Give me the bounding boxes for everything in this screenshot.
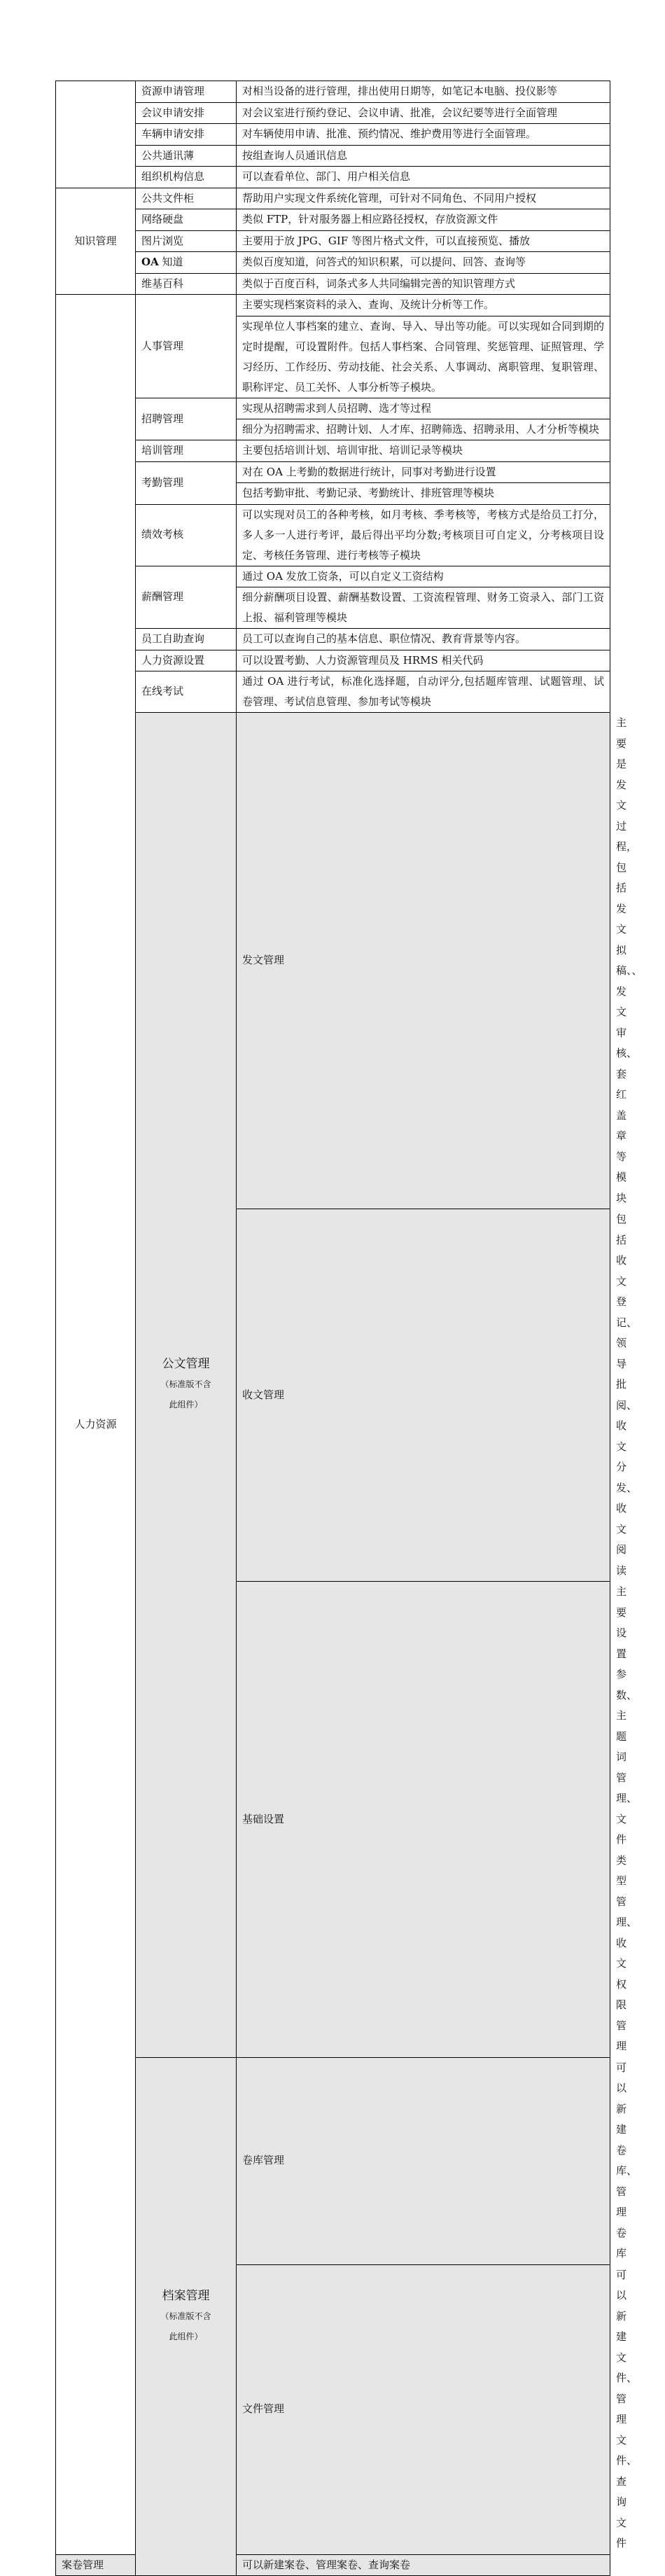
module-desc: 类似 FTP，针对服务器上相应路径授权，存放资源文件 [237, 209, 610, 231]
module-desc: 通过 OA 发放工资条，可以自定义工资结构 [237, 566, 610, 587]
module-name: 收文管理 [237, 1209, 610, 1582]
module-name: 文件管理 [237, 2264, 610, 2554]
table-row: 公文管理 （标准版不含 此组件） 发文管理 主要是发文过程，包括发文拟稿、、发文审核、套红盖章等模块 [56, 713, 610, 1209]
table-row: 收文管理 包括收文登记、领导批阅、收文分发、收文阅读 [56, 1209, 610, 1582]
module-desc: 员工可以查询自己的基本信息、职位情况、教育背景等内容。 [237, 629, 610, 650]
module-desc: 类似于百度百科，词条式多人共同编辑完善的知识管理方式 [237, 273, 610, 295]
module-name: 组织机构信息 [136, 167, 237, 188]
module-desc: 实现单位人事档案的建立、查询、导入、导出等功能。可以实现如合同到期的定时提醒，可设置附件。包括人事档案、合同管理、奖惩管理、证照管理、学习经历、工作经历、劳动技能、社会关系、人事调动、离职管理、复职管理、职称评定、员工关怀、人事分析等子模块。 [237, 316, 610, 398]
module-desc: 对相当设备的进行管理，排出使用日期等，如笔记本电脑、投仪影等 [237, 81, 610, 103]
category-docs-note-2: 此组件） [169, 1400, 203, 1410]
module-table [55, 81, 643, 2576]
module-name: 招聘管理 [136, 398, 237, 440]
module-name: 人力资源设置 [136, 650, 237, 671]
module-desc: 对车辆使用申请、批准、预约情况、维护费用等进行全面管理。 [237, 124, 610, 146]
table-row [56, 230, 610, 252]
table-row [56, 629, 610, 650]
category-docs [136, 713, 237, 2058]
module-desc: 对会议室进行预约登记、会议申请、批准，会议纪要等进行全面管理 [237, 102, 610, 124]
module-desc: 细分为招聘需求、招聘计划、人才库、招聘筛选、招聘录用、人才分析等模块 [237, 419, 610, 440]
module-name: 网络硬盘 [136, 209, 237, 231]
module-name: 基础设置 [237, 1582, 610, 2058]
table-row [56, 145, 610, 167]
module-name-oa-zhidao [136, 252, 237, 274]
table-row [56, 650, 610, 671]
table-row: 文件管理 可以新建文件、管理文件、查询文件 [56, 2264, 610, 2554]
module-desc: 帮助用户实现文件系统化管理，可针对不同角色、不同用户授权 [237, 188, 610, 209]
module-name: 车辆申请安排 [136, 124, 237, 146]
module-name: 考勤管理 [136, 461, 237, 504]
table-row: 基础设置 主要设置参数、主题词管理、文件类型管理、收文权限管理 [56, 1582, 610, 2058]
module-name: 培训管理 [136, 440, 237, 462]
module-desc: 可以新建案卷、管理案卷、查询案卷 [237, 2554, 610, 2576]
category-archive [136, 2057, 237, 2576]
module-desc: 可以查看单位、部门、用户相关信息 [237, 167, 610, 188]
table-row [56, 440, 610, 462]
module-name: 发文管理 [237, 713, 610, 1209]
table-row [56, 461, 610, 483]
module-name: 公共通讯薄 [136, 145, 237, 167]
table-row [56, 295, 610, 316]
category-archive-title: 档案管理 [162, 2288, 210, 2303]
module-name-bold: OA [141, 256, 159, 268]
category-knowledge: 知识管理 [56, 188, 136, 295]
module-name: 案卷管理 [56, 2554, 136, 2576]
module-name: 维基百科 [136, 273, 237, 295]
table-row [56, 188, 610, 209]
table-row [56, 102, 610, 124]
module-name: 绩效考核 [136, 504, 237, 566]
module-desc: 主要包括培训计划、培训审批、培训记录等模块 [237, 440, 610, 462]
module-desc: 包括考勤审批、考勤记录、考勤统计、排班管理等模块 [237, 483, 610, 505]
table-row [56, 398, 610, 419]
table-row [56, 81, 610, 103]
module-name: 在线考试 [136, 671, 237, 713]
module-name: 知道 [158, 256, 183, 268]
module-desc: 类似百度知道，问答式的知识积累，可以提问、回答、查询等 [237, 252, 610, 274]
module-desc: 实现从招聘需求到人员招聘、选才等过程 [237, 398, 610, 419]
module-name: 图片浏览 [136, 230, 237, 252]
category-office [56, 81, 136, 188]
table-row [56, 209, 610, 231]
module-name: 薪酬管理 [136, 566, 237, 629]
table-row [56, 504, 610, 566]
module-name: 人事管理 [136, 295, 237, 398]
module-desc: 按组查询人员通讯信息 [237, 145, 610, 167]
module-name: 员工自助查询 [136, 629, 237, 650]
module-name: 卷库管理 [237, 2057, 610, 2264]
category-archive-note-2: 此组件） [169, 2331, 203, 2341]
module-desc: 对在 OA 上考勤的数据进行统计，同事对考勤进行设置 [237, 461, 610, 483]
table-row: 档案管理 （标准版不含 此组件） 卷库管理 可以新建卷库、管理卷库 [56, 2057, 610, 2264]
table-row [56, 167, 610, 188]
module-desc: 细分薪酬项目设置、薪酬基数设置、工资流程管理、财务工资录入、部门工资上报、福利管理等模块 [237, 587, 610, 629]
module-desc: 主要实现档案资料的录入、查询、及统计分析等工作。 [237, 295, 610, 316]
category-hr: 人力资源 [56, 295, 136, 2555]
category-docs-note-1: （标准版不含 [160, 1379, 211, 1390]
module-desc: 可以实现对员工的各种考核，如月考核、季考核等，考核方式是给员工打分，多人多一人进行考评，最后得出平均分数;考核项目可自定义，分考核项目设定、考核任务管理、进行考核等子模块 [237, 504, 610, 566]
table-row [56, 671, 610, 713]
module-name: 公共文件柜 [136, 188, 237, 209]
module-desc: 通过 OA 进行考试，标准化选择题，自动评分,包括题库管理、试题管理、试卷管理、考试信息管理、参加考试等模块 [237, 671, 610, 713]
module-desc: 主要用于放 JPG、GIF 等图片格式文件，可以直接预览、播放 [237, 230, 610, 252]
table-row [56, 124, 610, 146]
table-row [56, 252, 610, 274]
module-name: 资源申请管理 [136, 81, 237, 103]
category-docs-title: 公文管理 [162, 1357, 210, 1372]
category-archive-note-1: （标准版不含 [160, 2311, 211, 2321]
table-row [56, 273, 610, 295]
module-name: 会议申请安排 [136, 102, 237, 124]
table-row [56, 566, 610, 587]
module-desc: 可以设置考勤、人力资源管理员及 HRMS 相关代码 [237, 650, 610, 671]
